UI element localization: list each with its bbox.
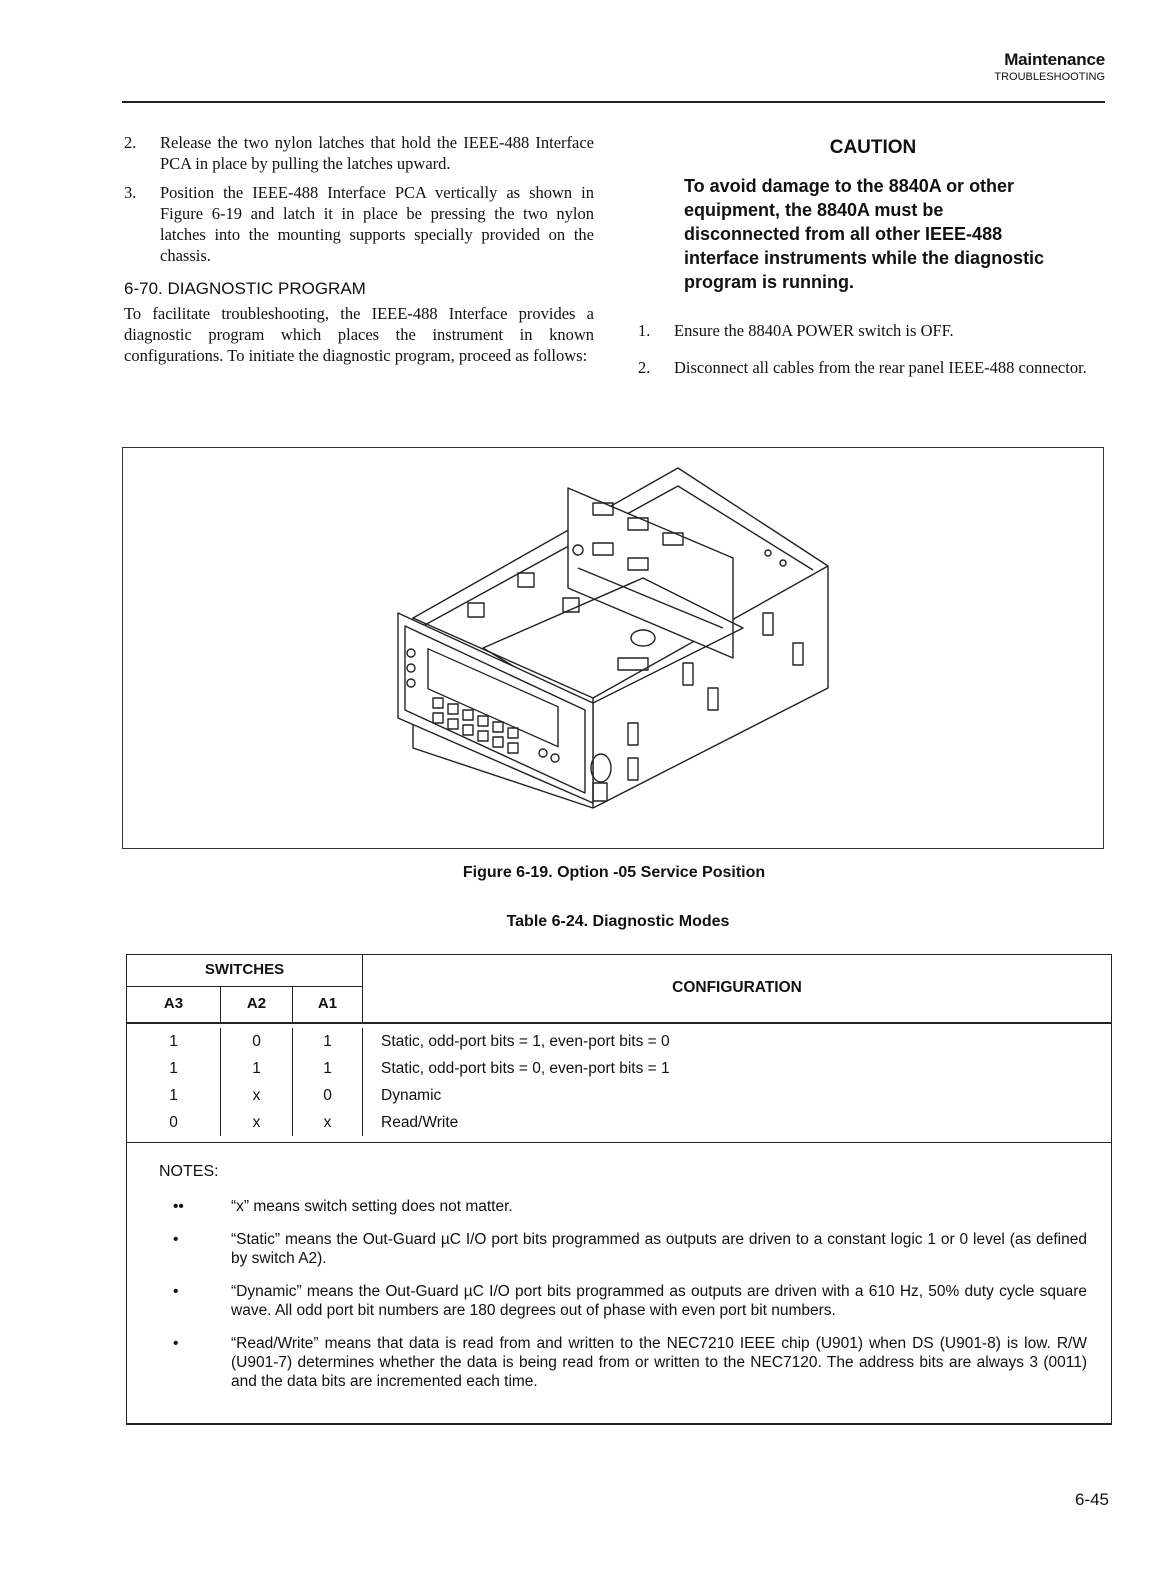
caution-title: CAUTION [829,137,917,158]
procedure-step: 3. Position the IEEE-488 Interface PCA vertically as shown in Figure 6-19 and latch it in place be pressing the two nylon latches into the mounting supports specially provided on the chassis. [124,183,594,265]
intro-paragraph: To facilitate troubleshooting, the IEEE-488 Interface provides a diagnostic program which places the instrument in known configurations. To initiate the diagnostic program, proceed as follows: [124,304,594,365]
caution-text: To avoid damage to the 8840A or other equipment, the 8840A must be disconnected from all other IEEE-488 interface instruments while the diagnostic program is running. [684,176,1045,292]
header-subtitle: TROUBLESHOOTING [994,71,1105,83]
right-column [638,132,1108,394]
section-heading: 6-70. DIAGNOSTIC PROGRAM [124,279,366,298]
table-row: 1 x 0 Dynamic [127,1082,1111,1109]
right-steps [638,320,1108,378]
diagnostic-modes-table [126,954,1112,1425]
notes-title: NOTES: [159,1163,219,1180]
table-row: 0 x x Read/Write [127,1109,1111,1136]
figure-caption: Figure 6-19. Option -05 Service Position [462,864,766,881]
table-notes [126,1143,1112,1425]
note-item: • “Dynamic” means the Out-Guard µC I/O port bits programmed as outputs are driven with a 610 Hz, 50% duty cycle square wave. All odd port bit numbers are 180 degrees out of phase with even port bit numbers. [173,1283,1087,1319]
note-item: • “Static” means the Out-Guard µC I/O port bits programmed as outputs are driven to a constant logic 1 or 0 level (as defined by switch A2). [173,1231,1087,1267]
table-body [126,1024,1112,1143]
procedure-step: 2. Release the two nylon latches that hold the IEEE-488 Interface PCA in place by pulling the latches upward. [124,133,594,173]
configuration-header: CONFIGURATION [672,979,802,996]
table-row: 1 0 1 Static, odd-port bits = 1, even-port bits = 0 [127,1028,1111,1055]
procedure-step: 1. Ensure the 8840A POWER switch is OFF. [638,321,954,340]
instrument-service-illustration [123,448,1103,848]
figure-box [122,447,1104,849]
header-rule [122,101,1105,103]
page-header [994,50,1105,83]
column-header-a1: A1 [293,987,363,1023]
column-header-a3: A3 [127,987,221,1023]
table-row: 1 1 1 Static, odd-port bits = 0, even-port bits = 1 [127,1055,1111,1082]
left-column [124,132,594,366]
column-header-a2: A2 [221,987,293,1023]
table-header [126,954,1112,1024]
note-item: • “Read/Write” means that data is read from and written to the NEC7210 IEEE chip (U901) when DS (U901-8) is low. R/W (U901-7) determines whether the data is being read from or written to the NEC7120. The address bits are always 3 (0011) and the data bits are incremented each time. [173,1335,1087,1390]
switches-header: SWITCHES [127,955,363,987]
note-item: •• “x” means switch setting does not matter. [173,1198,513,1215]
header-title: Maintenance [1004,50,1105,69]
table-caption: Table 6-24. Diagnostic Modes [506,913,730,930]
page-number: 6-45 [1074,1490,1109,1509]
procedure-step: 2. Disconnect all cables from the rear panel IEEE-488 connector. [638,358,1087,377]
